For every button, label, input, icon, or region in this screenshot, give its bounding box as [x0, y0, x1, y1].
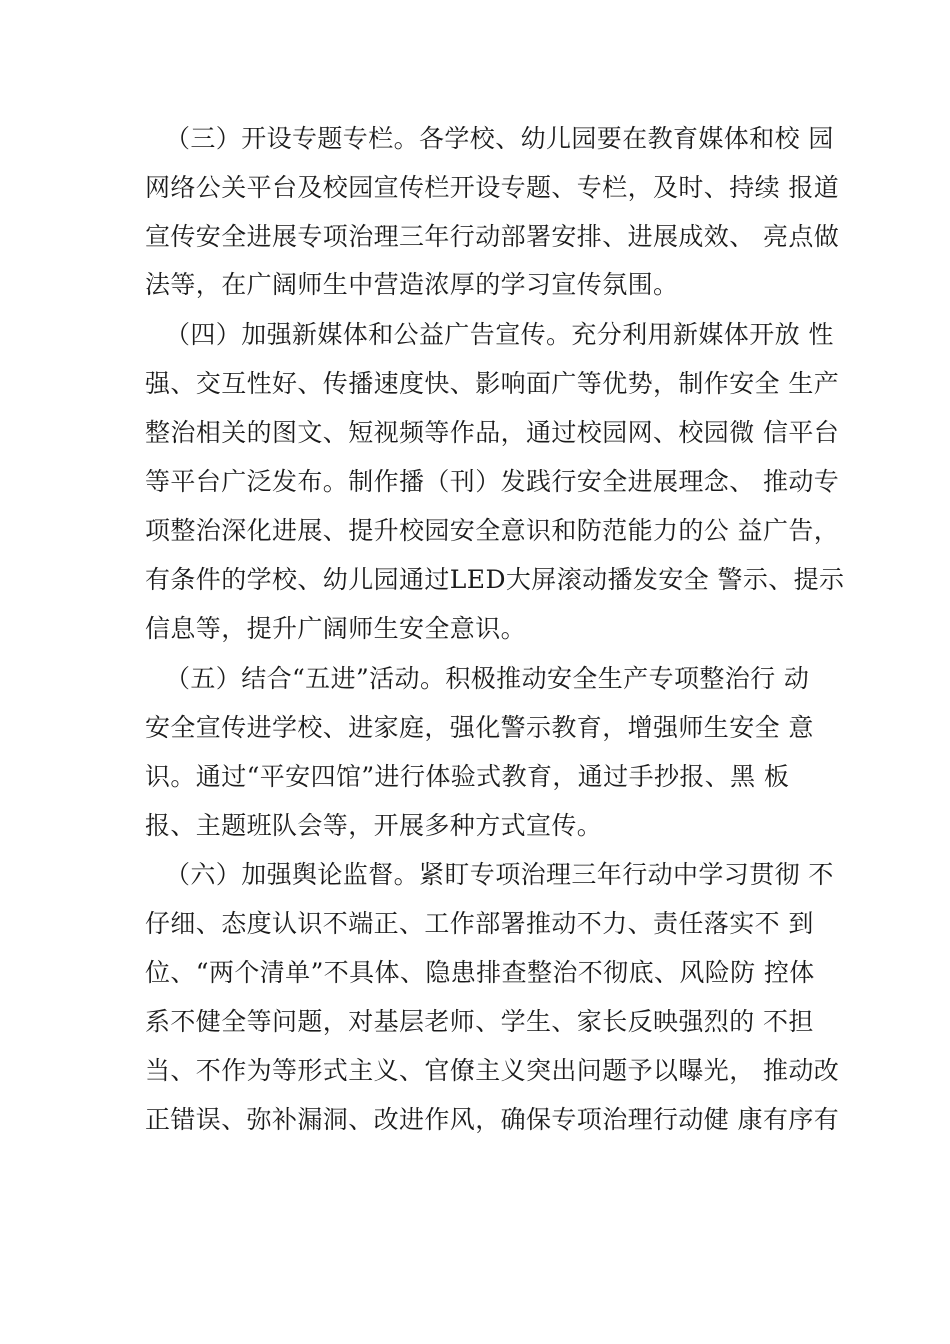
- text-line: 整治相关的图文、短视频等作品，通过校园网、校园微 信平台: [145, 418, 840, 447]
- text-line: 识。通过“平安四馆”进行体验式教育，通过手抄报、黑 板: [145, 762, 790, 791]
- text-line: （六）加强舆论监督。紧盯专项治理三年行动中学习贯彻 不: [165, 860, 834, 889]
- text-line: 有条件的学校、幼儿园通过LED大屏滚动播发安全 警示、提示: [145, 565, 845, 594]
- text-line: 位、“两个清单”不具体、隐患排查整治不彻底、风险防 控体: [145, 958, 815, 987]
- text-line: 网络公关平台及校园宣传栏开设专题、专栏，及时、持续 报道: [145, 173, 840, 202]
- text-line: 安全宣传进学校、进家庭，强化警示教育，增强师生安全 意: [145, 713, 814, 742]
- text-line: （三）开设专题专栏。各学校、幼儿园要在教育媒体和校 园: [165, 124, 834, 153]
- text-line: 仔细、态度认识不端正、工作部署推动不力、责任落实不 到: [145, 909, 814, 938]
- text-line: 正错误、弥补漏洞、改进作风，确保专项治理行动健 康有序有: [145, 1105, 840, 1134]
- text-line: 当、不作为等形式主义、官僚主义突出问题予以曝光， 推动改: [145, 1056, 840, 1085]
- text-line: 系不健全等问题，对基层老师、学生、家长反映强烈的 不担: [145, 1007, 814, 1036]
- text-line: 法等，在广阔师生中营造浓厚的学习宣传氛围。: [145, 270, 679, 299]
- text-line: 强、交互性好、传播速度快、影响面广等优势，制作安全 生产: [145, 369, 840, 398]
- text-line: 宣传安全进展专项治理三年行动部署安排、进展成效、 亮点做: [145, 222, 840, 251]
- text-line: 等平台广泛发布。制作播（刊）发践行安全进展理念、 推动专: [145, 467, 840, 496]
- text-line: （五）结合“五进”活动。积极推动安全生产专项整治行 动: [165, 664, 810, 693]
- text-line: 报、主题班队会等，开展多种方式宣传。: [145, 811, 603, 840]
- text-line: 信息等，提升广阔师生安全意识。: [145, 614, 527, 643]
- text-line: 项整治深化进展、提升校园安全意识和防范能力的公 益广告，: [145, 516, 840, 545]
- text-line: （四）加强新媒体和公益广告宣传。充分利用新媒体开放 性: [165, 320, 834, 349]
